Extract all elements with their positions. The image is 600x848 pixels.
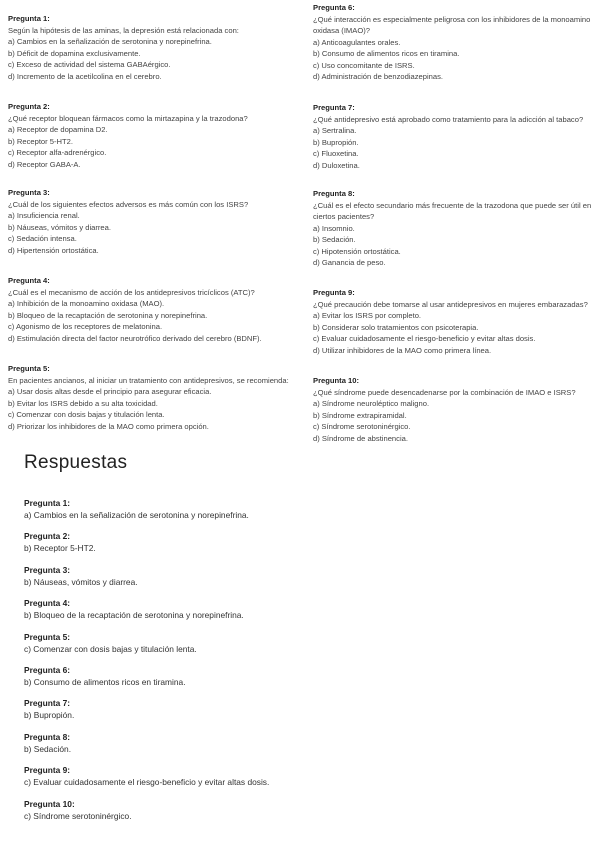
option-c: c) Evaluar cuidadosamente el riesgo-beneficio y evitar altas dosis.: [313, 334, 536, 343]
answer-9: [24, 764, 384, 797]
answer-title: Pregunta 6:: [24, 664, 71, 675]
answer-text: b) Consumo de alimentos ricos en tiramina.: [24, 676, 186, 687]
question-title: Pregunta 4:: [8, 276, 50, 285]
question-text: ¿Qué interacción es especialmente peligrosa con los inhibidores de la monoamino: [313, 14, 591, 24]
question-text: ¿Qué antidepresivo está aprobado como tratamiento para la adicción al tabaco?: [313, 114, 584, 124]
answer-title: Pregunta 1:: [24, 498, 71, 508]
option-c: c) Sedación intensa.: [8, 234, 77, 243]
option-c: c) Hipotensión ortostática.: [313, 246, 401, 256]
option-a: a) Receptor de dopamina D2.: [8, 125, 108, 134]
answer-text: b) Náuseas, vómitos y diarrea.: [24, 576, 138, 587]
question-title: Pregunta 5:: [8, 364, 50, 373]
option-b: b) Náuseas, vómitos y diarrea.: [8, 222, 111, 232]
answer-title: Pregunta 9:: [24, 765, 71, 776]
answer-4: [24, 597, 384, 630]
question-9: [313, 287, 600, 356]
option-c: c) Uso concomitante de ISRS.: [313, 60, 415, 70]
answers-list: [24, 497, 384, 831]
question-7: [313, 102, 600, 171]
option-a: a) Insuficiencia renal.: [8, 211, 80, 220]
option-a: a) Usar dosis altas desde el principio para asegurar eficacia.: [8, 387, 212, 396]
option-d: d) Utilizar inhibidores de la MAO como primera línea.: [313, 345, 492, 355]
question-5: [8, 363, 318, 432]
question-title: Pregunta 6:: [313, 3, 355, 12]
question-2: [8, 101, 318, 170]
answer-5: [24, 631, 384, 664]
question-text: Según la hipótesis de las aminas, la depresión está relacionada con:: [8, 25, 239, 35]
option-b: b) Sedación.: [313, 235, 356, 244]
answer-text: b) Receptor 5-HT2.: [24, 543, 96, 554]
option-a: a) Síndrome neuroléptico maligno.: [313, 399, 430, 408]
option-d: d) Síndrome de abstinencia.: [313, 433, 408, 443]
question-text: ¿Cuál de los siguientes efectos adversos es más común con los ISRS?: [8, 199, 249, 209]
question-text: ciertos pacientes?: [313, 212, 375, 221]
question-text: ¿Cuál es el efecto secundario más frecuente de la trazodona que puede ser útil en: [313, 200, 592, 210]
option-b: b) Déficit de dopamina exclusivamente.: [8, 48, 141, 58]
question-text: ¿Qué precaución debe tomarse al usar antidepresivos en mujeres embarazadas?: [313, 299, 588, 309]
question-text: oxidasa (IMAO)?: [313, 26, 370, 35]
option-d: d) Receptor GABA-A.: [8, 159, 81, 169]
option-b: b) Síndrome extrapiramidal.: [313, 410, 407, 420]
question-title: Pregunta 9:: [313, 288, 355, 297]
option-b: b) Bloqueo de la recaptación de serotonina y norepinefrina.: [8, 310, 208, 320]
option-c: c) Comenzar con dosis bajas y titulación lenta.: [8, 410, 165, 419]
answer-title: Pregunta 4:: [24, 598, 71, 609]
option-a: a) Inhibición de la monoamino oxidasa (MAO).: [8, 299, 165, 308]
question-text: ¿Qué receptor bloquean fármacos como la mirtazapina y la trazodona?: [8, 113, 248, 123]
answer-title: Pregunta 5:: [24, 631, 71, 642]
answer-title: Pregunta 10:: [24, 798, 75, 809]
option-b: b) Receptor 5-HT2.: [8, 136, 73, 146]
answer-text: b) Bloqueo de la recaptación de serotonina y norepinefrina.: [24, 610, 244, 621]
answer-text: a) Cambios en la señalización de serotonina y norepinefrina.: [24, 510, 249, 520]
answer-text: c) Síndrome serotoninérgico.: [24, 810, 132, 821]
question-title: Pregunta 1:: [8, 14, 50, 23]
option-c: c) Fluoxetina.: [313, 149, 359, 158]
question-title: Pregunta 10:: [313, 376, 359, 385]
option-b: b) Considerar solo tratamientos con psicoterapia.: [313, 322, 479, 332]
option-a: a) Insomnio.: [313, 223, 355, 233]
option-d: d) Ganancia de peso.: [313, 258, 386, 267]
option-d: d) Priorizar los inhibidores de la MAO como primera opción.: [8, 421, 209, 431]
question-4: [8, 275, 318, 344]
option-a: a) Cambios en la señalización de serotonina y norepinefrina.: [8, 37, 212, 46]
option-d: d) Incremento de la acetilcolina en el cerebro.: [8, 71, 162, 81]
answer-7: [24, 697, 384, 730]
answer-8: [24, 731, 384, 764]
answers-heading: Respuestas: [24, 452, 128, 473]
question-1: [8, 13, 318, 82]
option-c: c) Síndrome serotoninérgico.: [313, 422, 411, 431]
answer-2: [24, 530, 384, 563]
question-8: [313, 188, 600, 269]
option-d: d) Hipertensión ortostática.: [8, 245, 99, 255]
question-title: Pregunta 7:: [313, 103, 355, 112]
option-c: c) Agonismo de los receptores de melatonina.: [8, 322, 163, 331]
question-text: ¿Cuál es el mecanismo de acción de los antidepresivos tricíclicos (ATC)?: [8, 287, 255, 297]
question-text: ¿Qué síndrome puede desencadenarse por la combinación de IMAO e ISRS?: [313, 387, 576, 397]
question-6: [313, 2, 600, 83]
option-b: b) Evitar los ISRS debido a su alta toxicidad.: [8, 398, 158, 408]
option-b: b) Consumo de alimentos ricos en tiramina.: [313, 49, 460, 58]
question-3: [8, 187, 318, 256]
answer-3: [24, 564, 384, 597]
answer-title: Pregunta 3:: [24, 564, 71, 575]
option-d: d) Estimulación directa del factor neurotrófico derivado del cerebro (BDNF).: [8, 333, 262, 343]
option-d: d) Duloxetina.: [313, 160, 360, 170]
answer-title: Pregunta 7:: [24, 698, 71, 709]
option-c: c) Receptor alfa-adrenérgico.: [8, 148, 107, 157]
answer-text: c) Comenzar con dosis bajas y titulación lenta.: [24, 643, 197, 654]
question-title: Pregunta 2:: [8, 102, 50, 111]
answer-text: b) Sedación.: [24, 743, 72, 754]
question-title: Pregunta 3:: [8, 188, 50, 197]
answer-text: c) Evaluar cuidadosamente el riesgo-beneficio y evitar altas dosis.: [24, 777, 270, 788]
answer-6: [24, 664, 384, 697]
option-b: b) Bupropión.: [313, 137, 359, 147]
answer-title: Pregunta 2:: [24, 531, 71, 542]
option-a: a) Evitar los ISRS por completo.: [313, 311, 422, 320]
option-c: c) Exceso de actividad del sistema GABAérgico.: [8, 60, 171, 69]
question-title: Pregunta 8:: [313, 189, 355, 198]
option-d: d) Administración de benzodiazepinas.: [313, 72, 444, 81]
answer-title: Pregunta 8:: [24, 731, 71, 742]
option-a: a) Sertralina.: [313, 126, 357, 135]
question-text: En pacientes ancianos, al iniciar un tratamiento con antidepresivos, se recomienda:: [8, 375, 289, 385]
option-a: a) Anticoagulantes orales.: [313, 37, 401, 47]
question-10: [313, 375, 600, 444]
answer-1: [24, 497, 384, 530]
answer-10: [24, 798, 384, 831]
answer-text: b) Bupropión.: [24, 710, 75, 721]
